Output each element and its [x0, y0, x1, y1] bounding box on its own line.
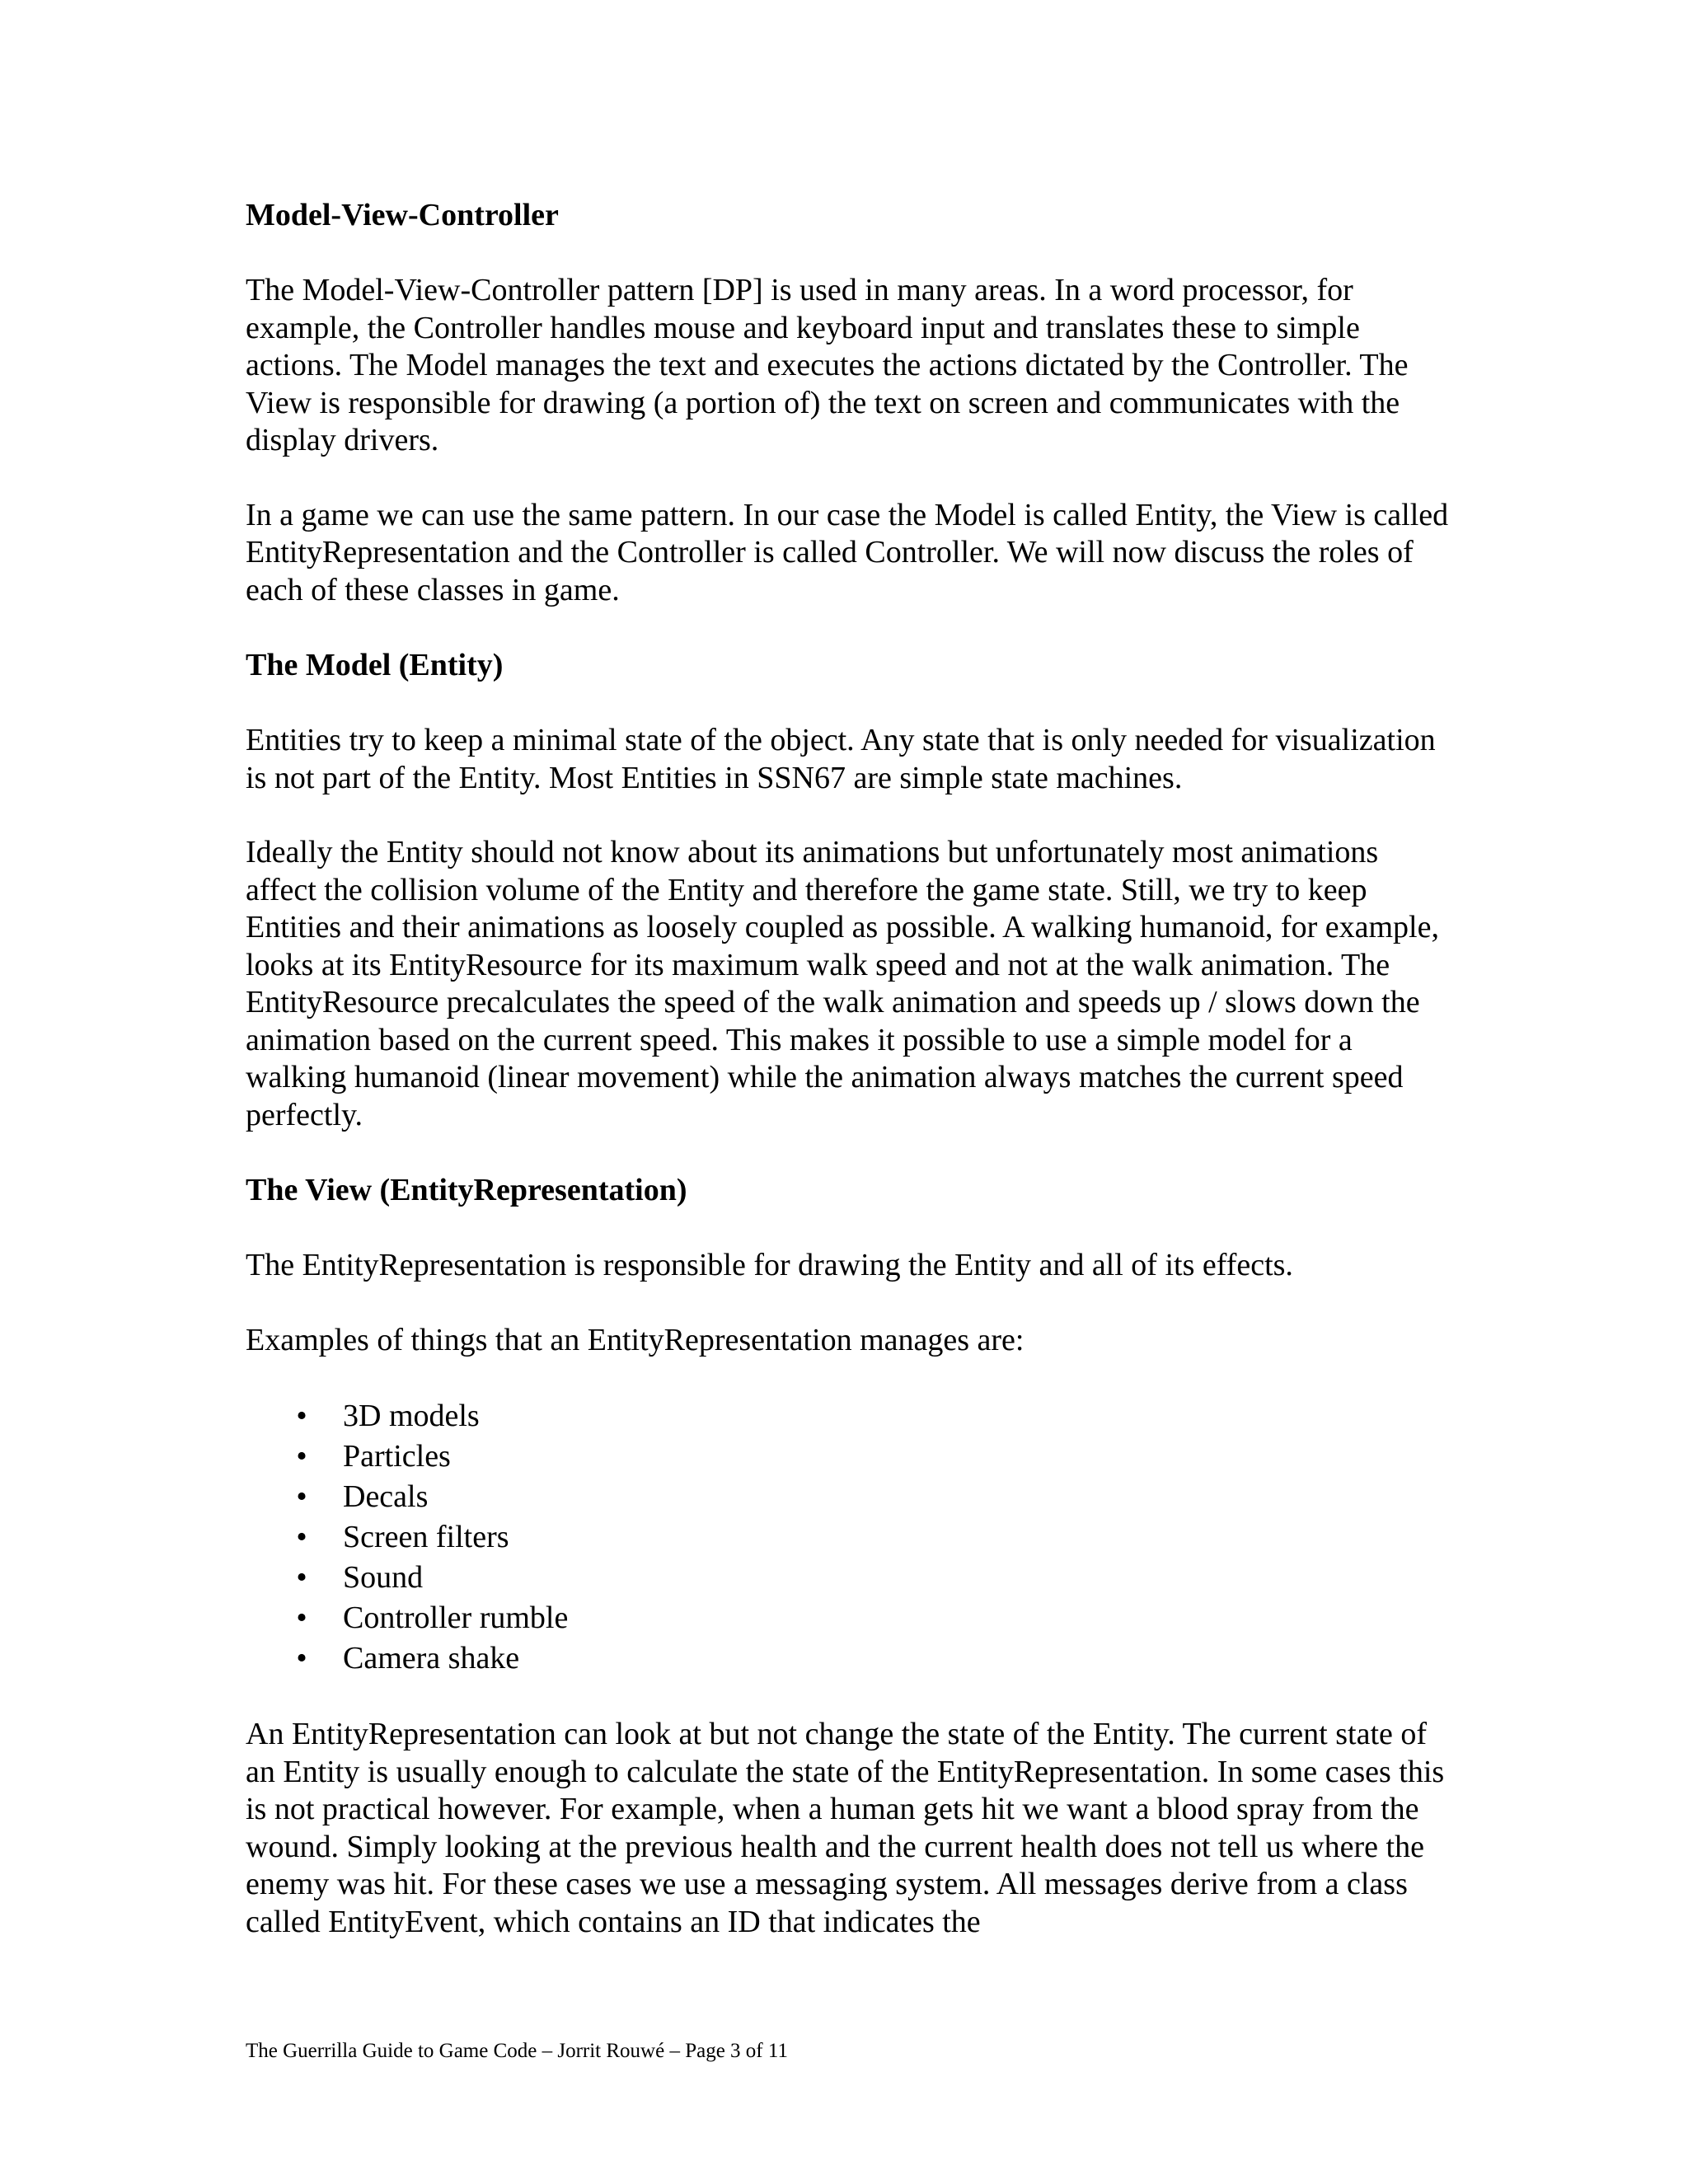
list-item: • Decals: [246, 1477, 1449, 1517]
section-heading-view: The View (EntityRepresentation): [246, 1173, 687, 1207]
bullet-icon: •: [296, 1601, 307, 1635]
paragraph-mvc-game: In a game we can use the same pattern. In our case the Model is called Entity, the View is called EntityRepresentation and the Controller is called Controller. We will now discuss the roles of each of these classes in game.: [246, 497, 1449, 607]
bullet-icon: •: [296, 1560, 307, 1595]
paragraph-model-state: Entities try to keep a minimal state of the object. Any state that is only needed for visualization is not part of the Entity. Most Entities in SSN67 are simple state machines.: [246, 723, 1436, 795]
section-heading-mvc: Model-View-Controller: [246, 198, 559, 232]
paragraph-view-state: An EntityRepresentation can look at but not change the state of the Entity. The current state of an Entity is usually enough to calculate the state of the EntityRepresentation. In some cases this is not practical however. For example, when a human gets hit we want a blood spray from the wound. Simply looking at the previous health and the current health does not tell us where the enemy was hit. For these cases we use a messaging system. All messages derive from a class called EntityEvent, which contains an ID that indicates the: [246, 1717, 1445, 1939]
bullet-icon: •: [296, 1439, 307, 1474]
paragraph-view-examples: Examples of things that an EntityRepresentation manages are:: [246, 1322, 1025, 1357]
list-item: • Camera shake: [246, 1638, 1449, 1679]
bullet-icon: •: [296, 1520, 307, 1554]
list-item: • Screen filters: [246, 1517, 1449, 1558]
bullet-icon: •: [296, 1479, 307, 1514]
paragraph-view-intro: The EntityRepresentation is responsible for drawing the Entity and all of its effects.: [246, 1248, 1293, 1282]
list-item: • Sound: [246, 1558, 1449, 1598]
bullet-icon: •: [296, 1399, 307, 1433]
section-heading-model: The Model (Entity): [246, 648, 504, 682]
paragraph-model-animations: Ideally the Entity should not know about its animations but unfortunately most animations affect the collision volume of the Entity and therefore the game state. Still, we try to keep Entities and their animations as loosely coupled as possible. A walking humanoid, for example, looks at its EntityResource for its maximum walk speed and not at the walk animation. The EntityResource precalculates the speed of the walk animation and speeds up / slows down the animation based on the current speed. This makes it possible to use a simple model for a walking humanoid (linear movement) while the animation always matches the current speed perfectly.: [246, 835, 1439, 1132]
list-item: • Controller rumble: [246, 1598, 1449, 1638]
bullet-list-view-items: [246, 1396, 1449, 1679]
paragraph-mvc-intro: The Model-View-Controller pattern [DP] is used in many areas. In a word processor, for example, the Controller handles mouse and keyboard input and translates these to simple actions. The Model manages the text and executes the actions dictated by the Controller. The View is responsible for drawing (a portion of) the text on screen and communicates with the display drivers.: [246, 273, 1409, 457]
list-item: • Particles: [246, 1436, 1449, 1477]
document-page: [246, 196, 1449, 1941]
bullet-icon: •: [296, 1641, 307, 1675]
page-footer: The Guerrilla Guide to Game Code – Jorrit Rouwé – Page 3 of 11: [246, 2040, 788, 2062]
list-item: • 3D models: [246, 1396, 1449, 1436]
